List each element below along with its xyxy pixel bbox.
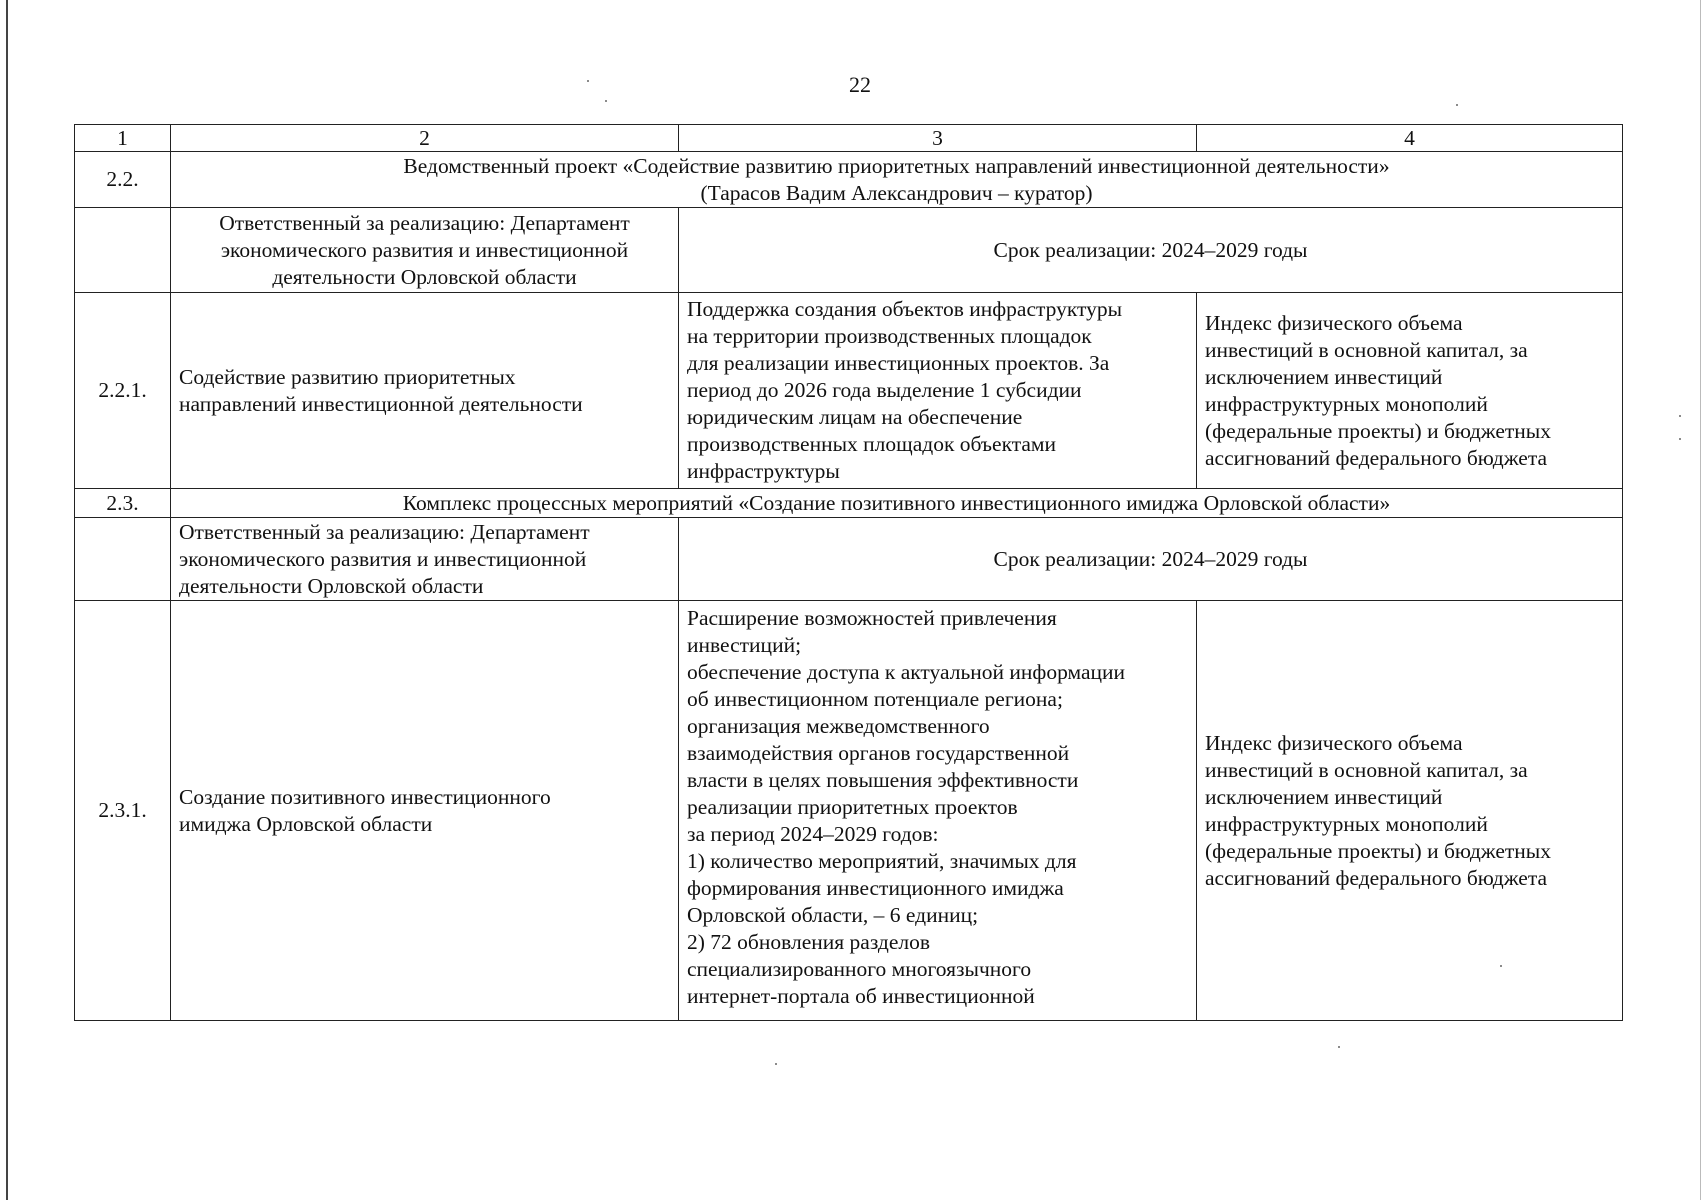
- responsible-row-2-3: [75, 518, 1623, 601]
- section-row-2-3: [75, 489, 1623, 518]
- responsible-cell: Ответственный за реализацию: Департамент экономического развития и инвестиционной деятельности Орловской области: [171, 208, 679, 293]
- task-indicator: Индекс физического объема инвестиций в основной капитал, за исключением инвестиций инфраструктурных монополий (федеральные проекты) и бюджетных ассигнований федерального бюджета: [1197, 293, 1623, 489]
- task-number: 2.2.1.: [75, 293, 171, 489]
- section-title-cell: [171, 152, 1623, 208]
- scan-speck: [1679, 415, 1681, 417]
- program-table: [74, 124, 1623, 1021]
- scan-speck: [1679, 438, 1681, 440]
- term-cell: Срок реализации: 2024–2029 годы: [679, 518, 1623, 601]
- task-effect: Поддержка создания объектов инфраструктуры на территории производственных площадок для реализации инвестиционных проектов. За период до 2026 года выделение 1 субсидии юридическим лицам на обеспечение производственных площадок объектами инфраструктуры: [679, 293, 1197, 489]
- section-number: 2.3.: [75, 489, 171, 518]
- section-row-2-2: [75, 152, 1623, 208]
- scan-speck: [1338, 1046, 1340, 1048]
- task-name: Содействие развитию приоритетных направлений инвестиционной деятельности: [171, 293, 679, 489]
- task-effect: Расширение возможностей привлечения инвестиций; обеспечение доступа к актуальной информации об инвестиционном потенциале региона; организация межведомственного взаимодействия органов государственной власти в целях повышения эффективности реализации приоритетных проектов за период 2024–2029 годов: 1) количество мероприятий, значимых для формирования инвестиционного имиджа Орловской области, – 6 единиц; 2) 72 обновления разделов специализированного многоязычного интернет-портала об инвестиционной: [679, 601, 1197, 1021]
- task-row-2-3-1: [75, 601, 1623, 1021]
- scan-speck: [605, 100, 607, 102]
- column-number-4: 4: [1197, 125, 1623, 152]
- empty-number-cell: [75, 208, 171, 293]
- column-number-1: 1: [75, 125, 171, 152]
- page-number: 22: [849, 72, 871, 97]
- responsible-cell: Ответственный за реализацию: Департамент экономического развития и инвестиционной деятельности Орловской области: [171, 518, 679, 601]
- section-title: Комплекс процессных мероприятий «Создание позитивного инвестиционного имиджа Орловской области»: [171, 489, 1623, 518]
- task-name: Создание позитивного инвестиционного имиджа Орловской области: [171, 601, 679, 1021]
- term-cell: Срок реализации: 2024–2029 годы: [679, 208, 1623, 293]
- scan-right-border: [1700, 0, 1701, 1200]
- task-indicator: Индекс физического объема инвестиций в основной капитал, за исключением инвестиций инфраструктурных монополий (федеральные проекты) и бюджетных ассигнований федерального бюджета: [1197, 601, 1623, 1021]
- section-curator: (Тарасов Вадим Александрович – куратор): [700, 180, 1093, 205]
- column-number-3: 3: [679, 125, 1197, 152]
- scan-speck: [1500, 965, 1502, 967]
- column-number-2: 2: [171, 125, 679, 152]
- task-row-2-2-1: [75, 293, 1623, 489]
- responsible-row-2-2: [75, 208, 1623, 293]
- scan-speck: [1456, 104, 1458, 106]
- section-number: 2.2.: [75, 152, 171, 208]
- task-number: 2.3.1.: [75, 601, 171, 1021]
- scan-speck: [775, 1063, 777, 1065]
- empty-number-cell: [75, 518, 171, 601]
- column-number-row: [75, 125, 1623, 152]
- scan-speck: [587, 80, 589, 82]
- section-title: Ведомственный проект «Содействие развитию приоритетных направлений инвестиционной деятельности»: [403, 153, 1390, 178]
- scan-left-border: [6, 0, 8, 1200]
